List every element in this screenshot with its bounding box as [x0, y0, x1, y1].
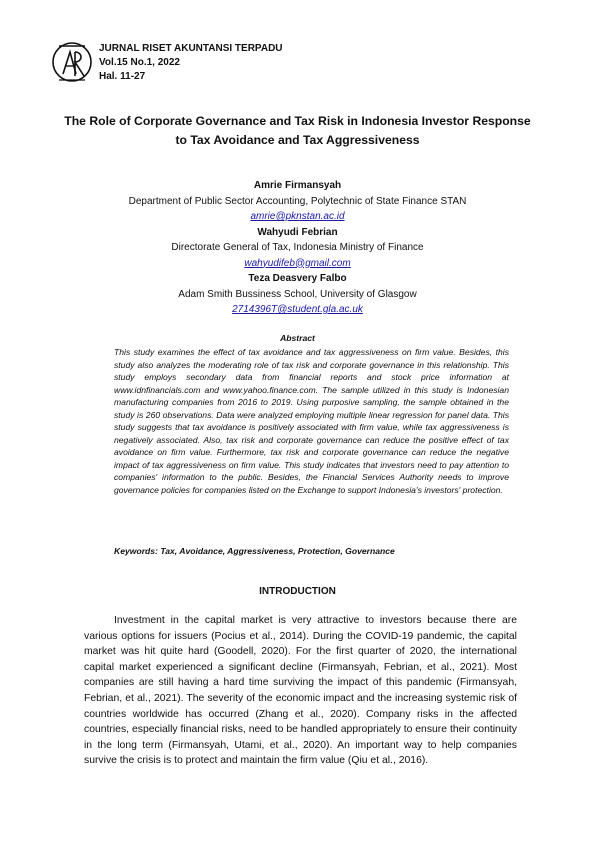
keywords: Keywords: Tax, Avoidance, Aggressiveness, Protection, Governance — [114, 546, 395, 556]
author-affiliation: Adam Smith Bussiness School, University of Glasgow — [178, 288, 417, 300]
journal-info — [99, 42, 283, 84]
author-name: Wahyudi Febrian — [257, 226, 338, 238]
journal-name: JURNAL RISET AKUNTANSI TERPADU — [99, 43, 283, 54]
author-affiliation: Department of Public Sector Accounting, Polytechnic of State Finance STAN — [128, 195, 467, 207]
author-list — [0, 178, 595, 318]
introduction-paragraph: Investment in the capital market is very attractive to investors because there are various options for issuers (Pocius et al., 2014). During the COVID-19 pandemic, the capital market was hit quite hard (Goodell, 2020). For the first quarter of 2020, the international capital market experienced a significant decline (Firmansyah, Febrian, et al., 2021). Most companies are still having a hard time surviving the impact of this pandemic (Firmansyah, Febrian, et al., 2021). The severity of the economic impact and the increasing systemic risk of countries worldwide has occurred (Zhang et al., 2020). Company risks in the affected countries, especially financial risks, need to be handled appropriately to ensure their continuity in the long term (Firmansyah, Utami, et al., 2020). An important way to help companies survive the crisis is to protect and maintain the firm value (Qiu et al., 2016). — [84, 615, 517, 767]
abstract-text: This study examines the effect of tax avoidance and tax aggressiveness on firm value. Besides, this study also analyzes the moderating role of tax risk and corporate governance in this relationship. This study employs secondary data from financial reports and stock price information at www.idnfinancials.com and www.yahoo.finance.com. The sample utilized in this study is Indonesian manufacturing companies from 2016 to 2019. Using purposive sampling, the sample obtained in the study is 260 observations. Data were analyzed employing multiple linear regression for panel data. This study suggests that tax avoidance is positively associated with firm value, while tax aggressiveness is negatively associated. Also, tax risk and corporate governance can reduce the positive effect of tax avoidance on firm value. Furthermore, tax risk and corporate governance can reduce the negative impact of tax aggressiveness on firm value. This study indicates that investors need to pay attention to companies' information to the public. Besides, the Financial Services Authority needs to improve governance policies for companies listed on the Exchange to support Indonesia's investors' protection. — [114, 347, 509, 496]
journal-logo — [51, 40, 93, 84]
author-email-link[interactable]: amrie@pknstan.ac.id — [250, 211, 345, 222]
paper-title: The Role of Corporate Governance and Tax Risk in Indonesia Investor Response to Tax Avoidance and Tax Aggressiveness — [64, 114, 531, 147]
section-heading-introduction: INTRODUCTION — [259, 586, 336, 597]
author-email-link[interactable]: 2714396T@student.gla.ac.uk — [232, 304, 363, 315]
journal-volume: Vol.15 No.1, 2022 — [99, 57, 180, 68]
author-email-link[interactable]: wahyudifeb@gmail.com — [244, 257, 351, 269]
author-affiliation: Directorate General of Tax, Indonesia Ministry of Finance — [171, 242, 424, 253]
abstract-heading: Abstract — [280, 333, 315, 343]
author-name: Amrie Firmansyah — [253, 180, 342, 191]
journal-pages: Hal. 11-27 — [99, 71, 146, 82]
author-name: Teza Deasvery Falbo — [248, 273, 347, 284]
